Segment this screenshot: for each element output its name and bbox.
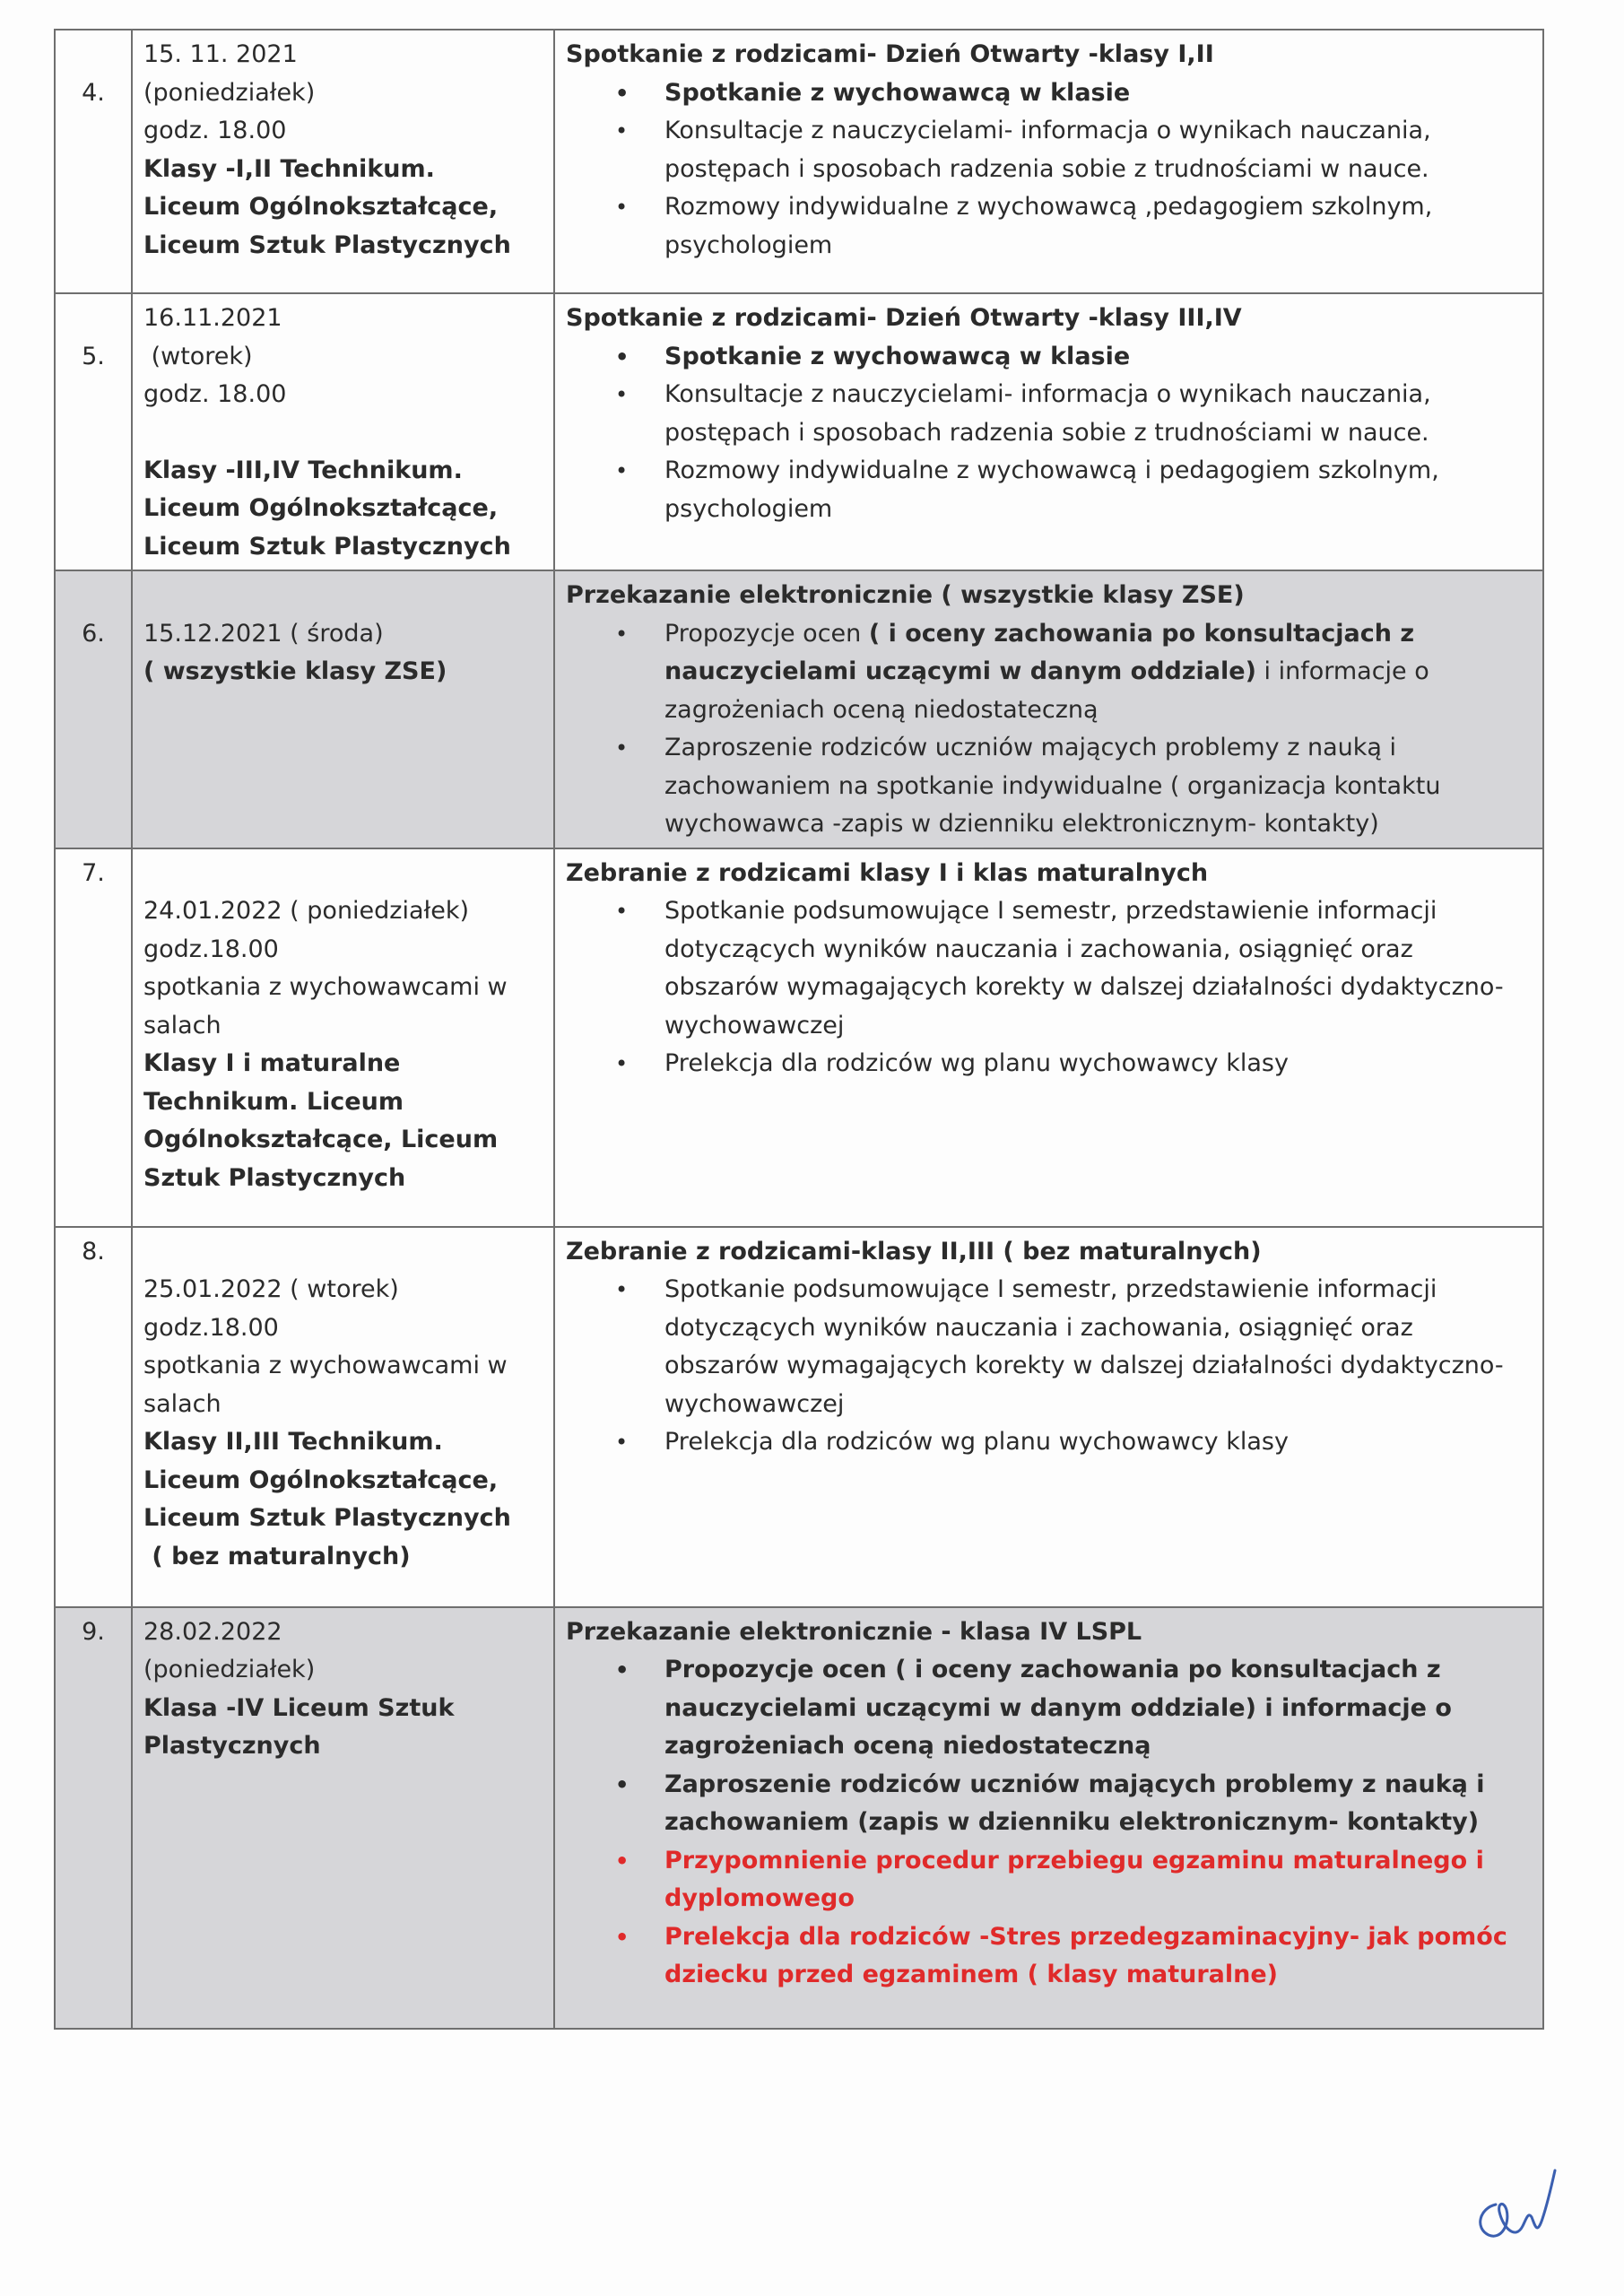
date-cell <box>132 293 554 570</box>
date-cell <box>132 1607 554 2029</box>
list-item-highlighted: • Przypomnienie procedur przebiegu egzaminu maturalnego i dyplomowego <box>664 1842 1532 1918</box>
list-item: • Zaproszenie rodziców uczniów mających problemy z nauką i zachowaniem (zapis w dzienniku elektronicznym- kontakty) <box>664 1766 1532 1842</box>
classes-text: Klasy -III,IV Technikum. <box>143 456 463 484</box>
list-item: • Spotkanie podsumowujące I semestr, przedstawienie informacji dotyczących wyników nauczania i zachowania, osiągnięć oraz obszarów wymagających korekty w dalszej działalności dydaktyczno-wychowawczej <box>664 892 1532 1045</box>
classes-text: Klasy I i maturalne <box>143 1049 401 1077</box>
table-row <box>55 848 1543 1227</box>
location-text: spotkania z wychowawcami w <box>143 1352 508 1379</box>
list-item: • Spotkanie z wychowawcą w klasie <box>664 74 1532 113</box>
meeting-title: Przekazanie elektronicznie - klasa IV LSPL <box>566 1617 1142 1646</box>
handwritten-signature <box>1462 2152 1560 2251</box>
date-cell <box>132 848 554 1227</box>
classes-text: Klasy II,III Technikum. <box>143 1428 443 1456</box>
classes-text: Klasa -IV Liceum Sztuk <box>143 1693 455 1722</box>
meetings-schedule-table <box>54 29 1544 2030</box>
list-item: • Rozmowy indywidualne z wychowawcą i pedagogiem szkolnym, psychologiem <box>664 452 1532 528</box>
classes-text: Liceum Sztuk Plastycznych <box>143 230 511 259</box>
classes-text: Liceum Ogólnokształcące, <box>143 1465 499 1494</box>
weekday-text: (poniedziałek) <box>143 1656 316 1683</box>
list-item-highlighted: • Prelekcja dla rodziców -Stres przedegzaminacyjny- jak pomóc dziecku przed egzaminem ( klasy maturalne) <box>664 1918 1532 1995</box>
list-item: • Rozmowy indywidualne z wychowawcą ,pedagogiem szkolnym, psychologiem <box>664 188 1532 265</box>
description-cell <box>554 570 1543 848</box>
description-cell <box>554 1607 1543 2029</box>
description-cell <box>554 30 1543 293</box>
row-number: 6. <box>55 570 132 848</box>
meeting-title: Zebranie z rodzicami klasy I i klas maturalnych <box>566 858 1209 887</box>
classes-text: Technikum. Liceum <box>143 1087 404 1116</box>
meeting-title: Zebranie z rodzicami-klasy II,III ( bez maturalnych) <box>566 1237 1262 1265</box>
row-number: 9. <box>55 1607 132 2029</box>
list-item: • Spotkanie podsumowujące I semestr, przedstawienie informacji dotyczących wyników nauczania i zachowania, osiągnięć oraz obszarów wymagających korekty w dalszej działalności dydaktyczno-wychowawczej <box>664 1271 1532 1423</box>
date-text: 16.11.2021 <box>143 304 282 332</box>
date-text: 15.12.2021 ( środa) <box>143 619 384 648</box>
item-list <box>566 338 1532 529</box>
list-item: • Zaproszenie rodziców uczniów mających problemy z nauką i zachowaniem na spotkanie indywidualne ( organizacja kontaktu wychowawca -zapis w dzienniku elektronicznym- kontakty) <box>664 729 1532 844</box>
list-item: • Konsultacje z nauczycielami- informacja o wynikach nauczania, postępach i sposobach radzenia sobie z trudnościami w nauce. <box>664 112 1532 188</box>
description-cell <box>554 1227 1543 1607</box>
table-row <box>55 1227 1543 1607</box>
item-list <box>566 615 1532 844</box>
classes-text: ( bez maturalnych) <box>143 1542 411 1570</box>
classes-text: Klasy -I,II Technikum. <box>143 154 435 183</box>
meeting-title: Spotkanie z rodzicami- Dzień Otwarty -klasy III,IV <box>566 304 1242 332</box>
row-number: 7. <box>55 848 132 1227</box>
classes-text: Sztuk Plastycznych <box>143 1163 406 1192</box>
classes-text: Liceum Ogólnokształcące, <box>143 494 499 522</box>
classes-text: Plastycznych <box>143 1732 321 1760</box>
table-row <box>55 570 1543 848</box>
time-text: godz. 18.00 <box>143 117 287 144</box>
meeting-title: Przekazanie elektronicznie ( wszystkie klasy ZSE) <box>566 581 1245 609</box>
row-number: 4. <box>55 30 132 293</box>
row-number: 8. <box>55 1227 132 1607</box>
item-list <box>566 1651 1532 1995</box>
list-item: • Konsultacje z nauczycielami- informacja o wynikach nauczania, postępach i sposobach radzenia sobie z trudnościami w nauce. <box>664 376 1532 452</box>
location-text: salach <box>143 1011 221 1039</box>
item-list <box>566 892 1532 1083</box>
list-item: • Propozycje ocen ( i oceny zachowania po konsultacjach z nauczycielami uczącymi w danym oddziale) i informacje o zagrożeniach oceną niedostateczną <box>664 615 1532 730</box>
date-cell <box>132 30 554 293</box>
weekday-text: (poniedziałek) <box>143 78 316 107</box>
description-cell <box>554 848 1543 1227</box>
table-row <box>55 1607 1543 2029</box>
time-text: godz. 18.00 <box>143 380 287 408</box>
list-item: • Propozycje ocen ( i oceny zachowania po konsultacjach z nauczycielami uczącymi w danym oddziale) i informacje o zagrożeniach oceną niedostateczną <box>664 1651 1532 1766</box>
date-text: 15. 11. 2021 <box>143 40 298 68</box>
location-text: spotkania z wychowawcami w <box>143 973 508 1001</box>
classes-text: ( wszystkie klasy ZSE) <box>143 657 447 685</box>
table-row <box>55 30 1543 293</box>
description-cell <box>554 293 1543 570</box>
item-list <box>566 1271 1532 1462</box>
date-text: 25.01.2022 ( wtorek) <box>143 1275 399 1303</box>
location-text: salach <box>143 1389 221 1418</box>
date-cell <box>132 570 554 848</box>
list-item: • Prelekcja dla rodziców wg planu wychowawcy klasy <box>664 1423 1532 1462</box>
classes-text: Ogólnokształcące, Liceum <box>143 1126 499 1153</box>
table-row <box>55 293 1543 570</box>
date-text: 24.01.2022 ( poniedziałek) <box>143 897 469 925</box>
weekday-text: (wtorek) <box>143 342 253 370</box>
row-number: 5. <box>55 293 132 570</box>
classes-text: Liceum Sztuk Plastycznych <box>143 532 511 561</box>
classes-text: Liceum Sztuk Plastycznych <box>143 1504 511 1532</box>
meeting-title: Spotkanie z rodzicami- Dzień Otwarty -klasy I,II <box>566 40 1214 68</box>
time-text: godz.18.00 <box>143 935 279 963</box>
date-cell <box>132 1227 554 1607</box>
list-item: • Spotkanie z wychowawcą w klasie <box>664 338 1532 377</box>
list-item: • Prelekcja dla rodziców wg planu wychowawcy klasy <box>664 1045 1532 1083</box>
item-list <box>566 74 1532 265</box>
time-text: godz.18.00 <box>143 1313 279 1342</box>
classes-text: Liceum Ogólnokształcące, <box>143 193 499 221</box>
date-text: 28.02.2022 <box>143 1617 282 1646</box>
